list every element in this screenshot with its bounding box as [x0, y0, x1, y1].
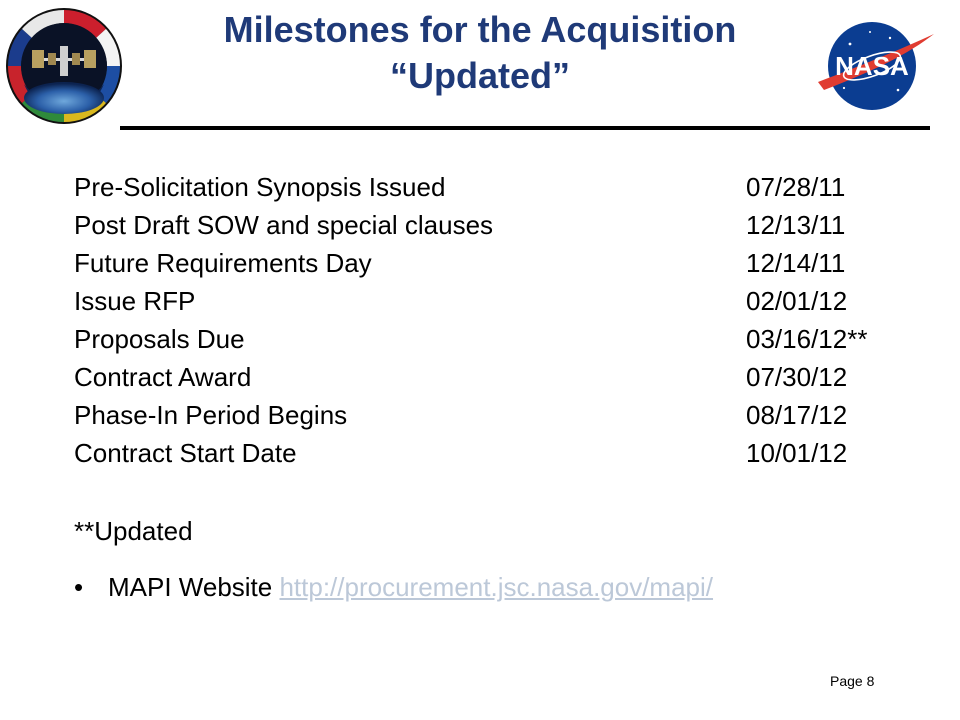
milestone-date: 12/13/11 — [746, 210, 846, 240]
mapi-website-link[interactable]: http://procurement.jsc.nasa.gov/mapi/ — [279, 572, 714, 602]
bullet-text: MAPI Website — [108, 572, 280, 602]
milestone-label: Contract Award — [74, 362, 252, 392]
milestone-row — [74, 434, 934, 472]
milestone-date: 07/28/11 — [746, 172, 846, 202]
slide-title-line2: “Updated” — [390, 55, 570, 96]
milestone-row — [74, 168, 934, 206]
milestone-date: 07/30/12 — [746, 362, 848, 392]
nasa-meatball-logo-icon — [810, 10, 940, 120]
milestone-row — [74, 244, 934, 282]
milestone-date: 02/01/12 — [746, 286, 848, 316]
nasa-logo-text: NASA — [835, 51, 909, 81]
milestone-row — [74, 282, 934, 320]
milestone-label: Pre-Solicitation Synopsis Issued — [74, 172, 446, 202]
bullet-icon: • — [74, 572, 84, 602]
iss-mission-patch-icon — [4, 6, 124, 126]
milestone-date: 03/16/12** — [746, 324, 868, 354]
slide-title-line1: Milestones for the Acquisition — [223, 9, 737, 50]
mapi-website-bullet — [74, 568, 713, 606]
milestone-date: 08/17/12 — [746, 400, 848, 430]
milestone-row — [74, 358, 934, 396]
milestone-row — [74, 396, 934, 434]
milestone-label: Future Requirements Day — [74, 248, 372, 278]
title-divider — [120, 126, 930, 130]
milestone-row — [74, 320, 934, 358]
milestone-label: Phase-In Period Begins — [74, 400, 348, 430]
milestone-label: Post Draft SOW and special clauses — [74, 210, 494, 240]
page-number: Page 8 — [830, 673, 875, 689]
updated-footnote: **Updated — [74, 516, 193, 546]
milestone-list — [74, 168, 934, 472]
milestone-label: Issue RFP — [74, 286, 196, 316]
milestone-row — [74, 206, 934, 244]
milestone-date: 12/14/11 — [746, 248, 846, 278]
milestone-label: Proposals Due — [74, 324, 245, 354]
milestone-date: 10/01/12 — [746, 438, 848, 468]
milestone-label: Contract Start Date — [74, 438, 297, 468]
